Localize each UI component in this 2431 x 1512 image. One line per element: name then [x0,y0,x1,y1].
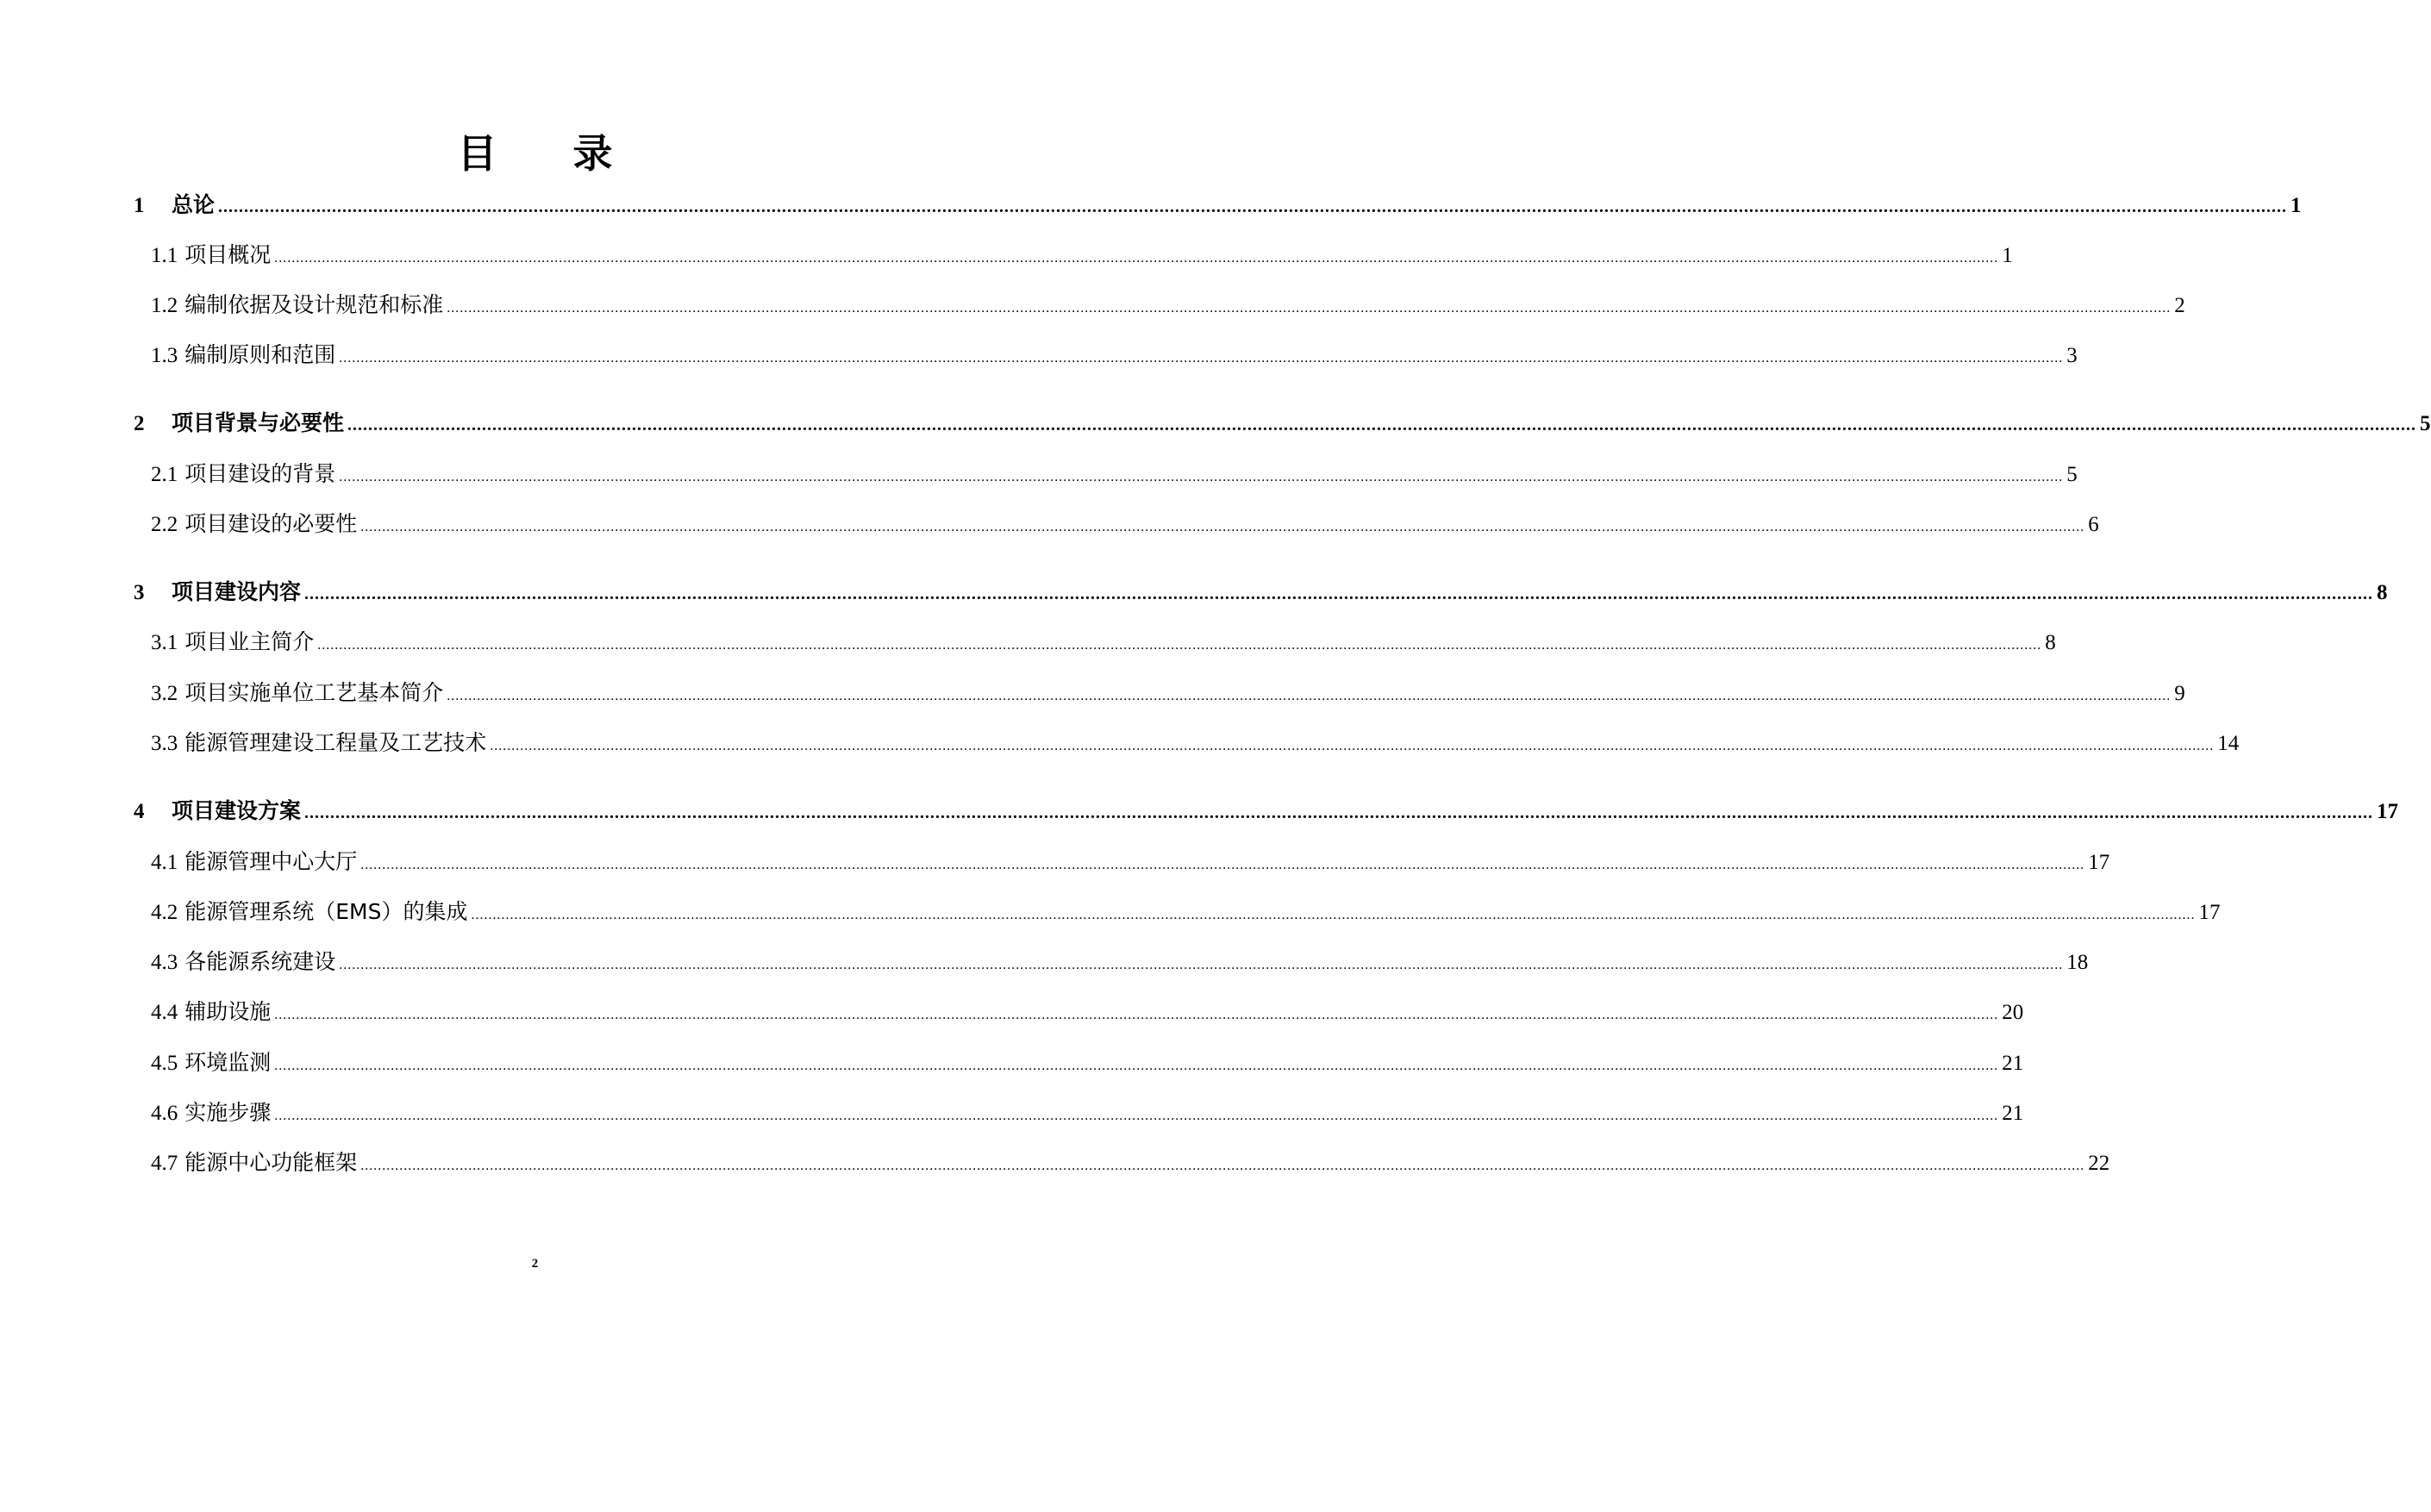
toc-entry-page: 9 [2174,682,2185,705]
toc-entry-number: 4.5 [151,1052,178,1075]
toc-section-entry[interactable] [151,1096,2024,1127]
toc-entry-page: 5 [2066,463,2078,486]
toc-dot-leader: ................................................................................................................................................................................................................................................................................................................................................................................................................ [339,470,2064,484]
toc-entry-number: 1 [134,194,145,217]
toc-dot-leader: ................................................................................................................................................................................................................................................................................................................................................................................................................ [304,584,2374,603]
toc-entry-page: 5 [2420,412,2431,435]
toc-dot-leader: ................................................................................................................................................................................................................................................................................................................................................................................................................ [274,1008,1999,1022]
toc-section-entry[interactable] [151,338,2078,369]
toc-entry-page: 21 [2002,1102,2024,1125]
toc-dot-leader: ................................................................................................................................................................................................................................................................................................................................................................................................................ [218,197,2288,216]
toc-entry-page: 22 [2088,1152,2110,1175]
toc-chapter-entry[interactable] [134,188,2302,219]
page-number: 2 [531,1257,539,1271]
toc-entry-number: 3.1 [151,631,178,654]
toc-entry-number: 4.3 [151,951,178,974]
toc-entry-label: 项目建设内容 [172,579,302,604]
toc-entry-page: 17 [2377,800,2399,823]
toc-entry-number: 4.2 [151,901,178,924]
toc-dot-leader: ................................................................................................................................................................................................................................................................................................................................................................................................................ [347,415,2417,434]
toc-dot-leader: ................................................................................................................................................................................................................................................................................................................................................................................................................ [274,1059,1999,1073]
toc-dot-leader: ................................................................................................................................................................................................................................................................................................................................................................................................................ [274,251,1999,266]
toc-entry-label: 实施步骤 [184,1100,272,1125]
toc-entry-page: 6 [2088,513,2099,536]
toc-entry-label: 环境监测 [184,1050,272,1075]
toc-section-entry[interactable] [151,457,2078,488]
toc-section-entry[interactable] [151,288,2185,319]
toc-entry-number: 4.1 [151,851,178,874]
toc-entry-number: 3.2 [151,682,178,705]
toc-entry-page: 8 [2377,581,2388,604]
toc-entry-label: 能源管理中心大厅 [184,849,358,874]
toc-dot-leader: ................................................................................................................................................................................................................................................................................................................................................................................................................ [360,858,2085,872]
toc-entry-label: 项目实施单位工艺基本简介 [184,680,444,705]
toc-entry-page: 21 [2002,1052,2024,1075]
toc-entry-page: 3 [2066,344,2078,367]
toc-entry-label: 能源中心功能框架 [184,1150,358,1175]
toc-entry-label: 项目概况 [184,242,272,267]
toc-entry-label: 辅助设施 [184,999,272,1024]
page-title: 目 录 [457,130,644,177]
toc-entry-label: 项目建设方案 [172,798,302,823]
toc-dot-leader: ................................................................................................................................................................................................................................................................................................................................................................................................................ [339,958,2064,972]
toc-entry-label: 项目建设的必要性 [184,511,358,536]
toc-dot-leader: ................................................................................................................................................................................................................................................................................................................................................................................................................ [360,1159,2085,1173]
toc-entry-label: 各能源系统建设 [184,949,336,974]
toc-dot-leader: ................................................................................................................................................................................................................................................................................................................................................................................................................ [471,908,2196,922]
toc-entry-number: 1.2 [151,294,178,317]
toc-entry-label: 总论 [172,192,216,217]
toc-entry-label: 能源管理建设工程量及工艺技术 [184,730,487,755]
toc-entry-label: 项目建设的背景 [184,461,336,486]
toc-entry-page: 14 [2217,732,2240,755]
toc-entry-page: 20 [2002,1001,2024,1024]
toc-entry-page: 8 [2045,631,2056,654]
toc-entry-number: 4 [134,800,145,823]
toc-section-entry[interactable] [151,1046,2024,1077]
toc-dot-leader: ................................................................................................................................................................................................................................................................................................................................................................................................................ [490,739,2215,753]
toc-entry-label: 编制原则和范围 [184,342,336,367]
toc-entry-page: 1 [2290,194,2302,217]
toc-dot-leader: ................................................................................................................................................................................................................................................................................................................................................................................................................ [447,301,2172,316]
toc-dot-leader: ................................................................................................................................................................................................................................................................................................................................................................................................................ [447,689,2172,703]
toc-section-entry[interactable] [151,507,2099,538]
toc-entry-page: 17 [2088,851,2110,874]
toc-section-entry[interactable] [151,845,2110,876]
toc-chapter-entry[interactable] [134,794,2399,825]
toc-dot-leader: ................................................................................................................................................................................................................................................................................................................................................................................................................ [304,803,2374,822]
toc-entry-page: 1 [2002,244,2013,267]
toc-chapter-entry[interactable] [134,406,2431,437]
toc-entry-number: 1.1 [151,244,178,267]
toc-entry-number: 2 [134,412,145,435]
toc-section-entry[interactable] [151,726,2240,757]
toc-entry-number: 1.3 [151,344,178,367]
toc-entry-number: 3.3 [151,732,178,755]
toc-entry-label: 项目背景与必要性 [172,410,345,435]
toc-entry-label: 编制依据及设计规范和标准 [184,292,444,317]
toc-section-entry[interactable] [151,995,2024,1026]
toc-section-entry[interactable] [151,238,2013,269]
toc-entry-number: 4.7 [151,1152,178,1175]
toc-section-entry[interactable] [151,676,2185,707]
toc-entry-number: 2.2 [151,513,178,536]
toc-entry-page: 2 [2174,294,2185,317]
toc-entry-page: 17 [2198,901,2221,924]
toc-dot-leader: ................................................................................................................................................................................................................................................................................................................................................................................................................ [360,520,2085,534]
toc-entry-label: 项目业主简介 [184,629,315,654]
toc-section-entry[interactable] [151,945,2089,976]
toc-dot-leader: ................................................................................................................................................................................................................................................................................................................................................................................................................ [274,1109,1999,1123]
toc-dot-leader: ................................................................................................................................................................................................................................................................................................................................................................................................................ [339,351,2064,366]
toc-dot-leader: ................................................................................................................................................................................................................................................................................................................................................................................................................ [317,638,2042,653]
toc-section-entry[interactable] [151,1146,2110,1177]
toc-section-entry[interactable] [151,895,2221,926]
toc-entry-number: 4.4 [151,1001,178,1024]
toc-section-entry[interactable] [151,625,2056,656]
toc-entry-number: 3 [134,581,145,604]
toc-entry-number: 4.6 [151,1102,178,1125]
toc-entry-page: 18 [2066,951,2089,974]
toc-entry-number: 2.1 [151,463,178,486]
toc-chapter-entry[interactable] [134,575,2388,606]
toc-entry-label: 能源管理系统（EMS）的集成 [184,899,468,924]
